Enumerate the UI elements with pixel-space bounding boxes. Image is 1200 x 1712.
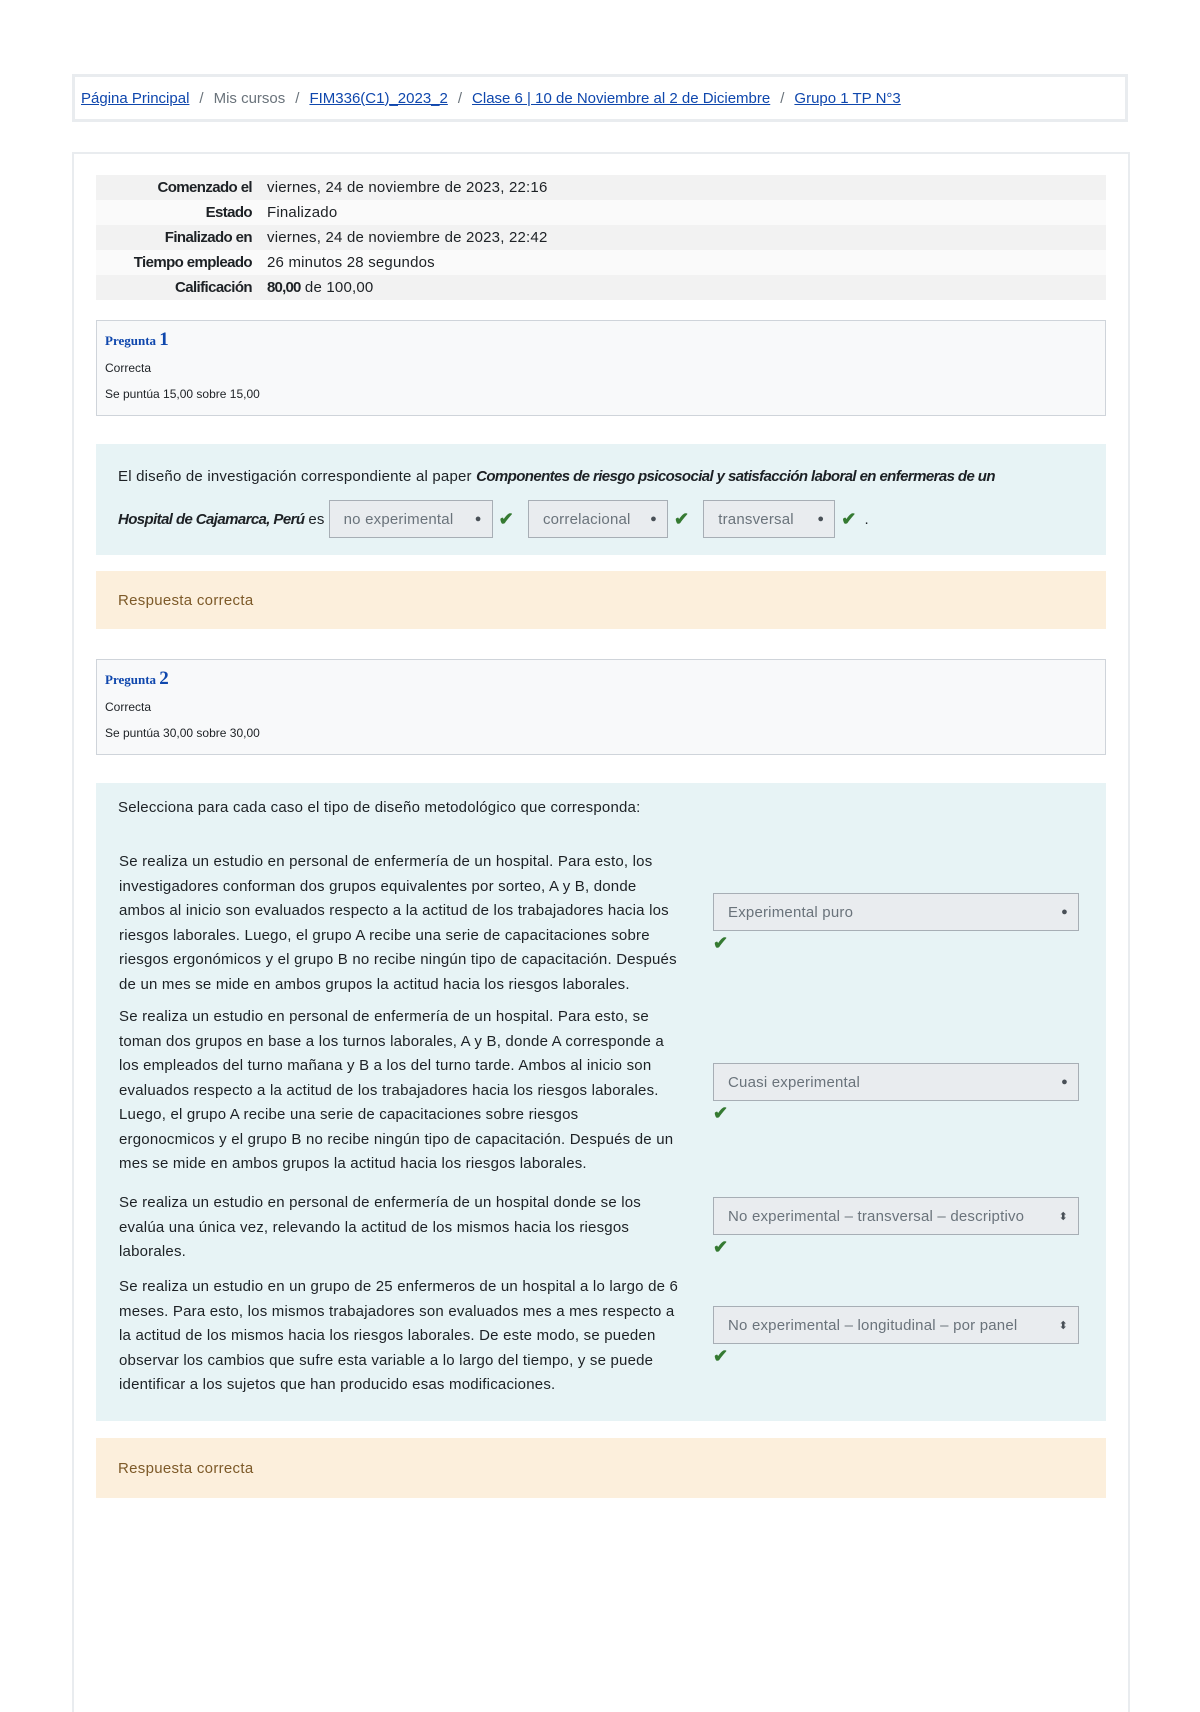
select-arrow-icon: ⬍ bbox=[1058, 1210, 1068, 1223]
finished-label: Finalizado en bbox=[164, 229, 252, 246]
case-line: Se realiza un estudio en personal de enfermería de un hospital donde se los bbox=[119, 1194, 642, 1211]
case-line: investigadores conforman dos grupos equivalentes por sorteo, A y B, donde bbox=[119, 877, 637, 895]
breadcrumb-separator: / bbox=[199, 89, 204, 107]
time-value: 26 minutos 28 segundos bbox=[267, 254, 435, 271]
q1-select-3[interactable] bbox=[703, 500, 835, 538]
case-3-text bbox=[119, 1191, 709, 1265]
question-1-end: . bbox=[864, 510, 869, 528]
question-2-intro: Selecciona para cada caso el tipo de diseño metodológico que corresponda: bbox=[118, 799, 641, 816]
case-4-text bbox=[119, 1275, 709, 1398]
question-1-answer-line bbox=[118, 500, 869, 538]
case-line: ergonocmicos y el grupo B no recibe ningún tipo de capacitación. Después de un bbox=[119, 1130, 674, 1148]
case-line: observar los cambios que sufre esta variable a lo largo del tiempo, y se puede bbox=[119, 1351, 654, 1369]
case-2-select[interactable] bbox=[713, 1063, 1079, 1101]
question-2-formulation bbox=[96, 783, 1106, 1421]
grade-value bbox=[252, 279, 373, 296]
case-line: evaluados respecto a la actitud de los trabajadores hacia los riesgos laborales. bbox=[119, 1081, 659, 1099]
finished-value: viernes, 24 de noviembre de 2023, 22:42 bbox=[267, 229, 548, 246]
breadcrumb-section-link[interactable]: Clase 6 | 10 de Noviembre al 2 de Diciembre bbox=[472, 89, 771, 107]
case-line: riesgos ergonómicos y el grupo B no recibe ningún tipo de capacitación. Después bbox=[119, 951, 677, 968]
case-3-select-value: No experimental – transversal – descriptivo bbox=[728, 1207, 1025, 1225]
question-1-number bbox=[105, 329, 1097, 351]
summary-row-grade bbox=[96, 275, 1106, 300]
question-label: Pregunta bbox=[105, 672, 157, 687]
q1-select-2[interactable] bbox=[528, 500, 668, 538]
case-line: Luego, el grupo A recibe una serie de capacitaciones sobre riesgos bbox=[119, 1106, 579, 1123]
case-line: evalúa una única vez, relevando la actitud de los mismos hacia los riesgos bbox=[119, 1218, 630, 1236]
summary-row-time bbox=[96, 250, 1106, 275]
q1-select-3-value: transversal bbox=[718, 510, 794, 528]
case-1-select-value: Experimental puro bbox=[728, 903, 854, 921]
summary-row-state bbox=[96, 200, 1106, 225]
case-2-text bbox=[119, 1005, 709, 1177]
case-3-select-wrap bbox=[713, 1197, 1079, 1235]
question-number: 2 bbox=[159, 668, 169, 689]
started-value: viernes, 24 de noviembre de 2023, 22:16 bbox=[267, 179, 548, 196]
question-1-info bbox=[96, 320, 1106, 416]
case-1-select[interactable] bbox=[713, 893, 1079, 931]
case-line: la actitud de los mismos hacia los riesgos laborales. De este modo, se pueden bbox=[119, 1327, 656, 1344]
q1-select-2-value: correlacional bbox=[542, 510, 631, 528]
correct-check-icon: ✔ bbox=[713, 933, 729, 953]
q1-select-1[interactable] bbox=[329, 500, 493, 538]
correct-check-icon: ✔ bbox=[498, 508, 514, 529]
case-line: Se realiza un estudio en personal de enfermería de un hospital. Para esto, se bbox=[119, 1008, 649, 1025]
select-arrow-icon: ● bbox=[1061, 1076, 1068, 1088]
started-label: Comenzado el bbox=[157, 179, 252, 196]
grade-label: Calificación bbox=[175, 279, 252, 296]
question-2-number bbox=[105, 668, 1097, 690]
case-1-text bbox=[119, 850, 709, 997]
case-line: toman dos grupos en base a los turnos laborales, A y B, donde A corresponde a bbox=[119, 1032, 664, 1050]
time-label: Tiempo empleado bbox=[133, 254, 252, 271]
case-line: laborales. bbox=[119, 1243, 187, 1260]
question-1-state: Correcta bbox=[105, 361, 152, 375]
question-2-feedback: Respuesta correcta bbox=[96, 1438, 1106, 1498]
question-number: 1 bbox=[159, 329, 169, 350]
q1-select-1-value: no experimental bbox=[343, 510, 454, 528]
question-1-text-before: El diseño de investigación correspondiente al paper bbox=[118, 468, 472, 485]
case-line: riesgos laborales. Luego, el grupo A recibe una serie de capacitaciones sobre bbox=[119, 926, 650, 944]
breadcrumb-home-link[interactable]: Página Principal bbox=[81, 89, 190, 107]
select-arrow-icon: ⬍ bbox=[1058, 1319, 1068, 1332]
case-2-select-value: Cuasi experimental bbox=[728, 1073, 860, 1091]
question-1-formulation bbox=[96, 444, 1106, 555]
breadcrumb bbox=[72, 74, 1128, 122]
question-1-grade: Se puntúa 15,00 sobre 15,00 bbox=[105, 387, 260, 401]
case-line: meses. Para esto, los mismos trabajadores son evaluados mes a mes respecto a bbox=[119, 1302, 675, 1320]
correct-check-icon: ✔ bbox=[713, 1237, 729, 1257]
grade-score: 80,00 bbox=[267, 279, 301, 296]
breadcrumb-quiz-link[interactable]: Grupo 1 TP N°3 bbox=[794, 89, 901, 107]
state-label: Estado bbox=[205, 204, 252, 221]
breadcrumb-separator: / bbox=[295, 89, 300, 107]
case-1-select-wrap bbox=[713, 893, 1079, 931]
question-2-grade: Se puntúa 30,00 sobre 30,00 bbox=[105, 726, 260, 740]
case-4-select[interactable] bbox=[713, 1306, 1079, 1344]
select-arrow-icon: ● bbox=[650, 513, 657, 525]
correct-check-icon: ✔ bbox=[713, 1103, 729, 1123]
select-arrow-icon: ● bbox=[1061, 906, 1068, 918]
case-line: mes se mide en ambos grupos la actitud hacia los riesgos laborales. bbox=[119, 1155, 587, 1172]
summary-row-started bbox=[96, 175, 1106, 200]
question-2-info bbox=[96, 659, 1106, 755]
question-label: Pregunta bbox=[105, 333, 157, 348]
correct-check-icon: ✔ bbox=[841, 508, 857, 529]
question-1-text-es: es bbox=[308, 510, 325, 528]
question-2-state: Correcta bbox=[105, 700, 152, 714]
paper-title-cont: Hospital de Cajamarca, Perú bbox=[118, 510, 305, 528]
breadcrumb-separator: / bbox=[457, 89, 463, 107]
question-1-text bbox=[118, 466, 1088, 488]
grade-rest: de 100,00 bbox=[304, 279, 374, 296]
case-line: los empleados del turno mañana y B a los del turno tarde. Ambos al inicio son bbox=[119, 1057, 652, 1074]
breadcrumb-my-courses: Mis cursos bbox=[213, 89, 286, 107]
select-arrow-icon: ● bbox=[817, 513, 825, 525]
select-arrow-icon: ● bbox=[474, 513, 482, 525]
question-1-feedback: Respuesta correcta bbox=[96, 571, 1106, 629]
summary-row-finished bbox=[96, 225, 1106, 250]
case-line: identificar a los sujetos que han producido esas modificaciones. bbox=[119, 1376, 556, 1393]
breadcrumb-course-link[interactable]: FIM336(C1)_2023_2 bbox=[309, 89, 448, 107]
correct-check-icon: ✔ bbox=[673, 508, 690, 529]
case-line: Se realiza un estudio en un grupo de 25 enfermeros de un hospital a lo largo de 6 bbox=[119, 1278, 679, 1295]
case-3-select[interactable] bbox=[713, 1197, 1079, 1235]
state-value: Finalizado bbox=[267, 204, 338, 221]
case-4-select-value: No experimental – longitudinal – por panel bbox=[728, 1316, 1018, 1334]
case-2-select-wrap bbox=[713, 1063, 1079, 1101]
attempt-summary-table bbox=[96, 175, 1106, 300]
case-line: ambos al inicio son evaluados respecto a la actitud de los trabajadores hacia los bbox=[119, 902, 669, 919]
case-line: Se realiza un estudio en personal de enfermería de un hospital. Para esto, los bbox=[119, 853, 653, 870]
correct-check-icon: ✔ bbox=[713, 1346, 729, 1366]
breadcrumb-separator: / bbox=[780, 89, 785, 107]
case-4-select-wrap bbox=[713, 1306, 1079, 1344]
paper-title: Componentes de riesgo psicosocial y satisfacción laboral en enfermeras de un bbox=[476, 468, 995, 485]
case-line: de un mes se mide en ambos grupos la actitud hacia los riesgos laborales. bbox=[119, 975, 630, 993]
